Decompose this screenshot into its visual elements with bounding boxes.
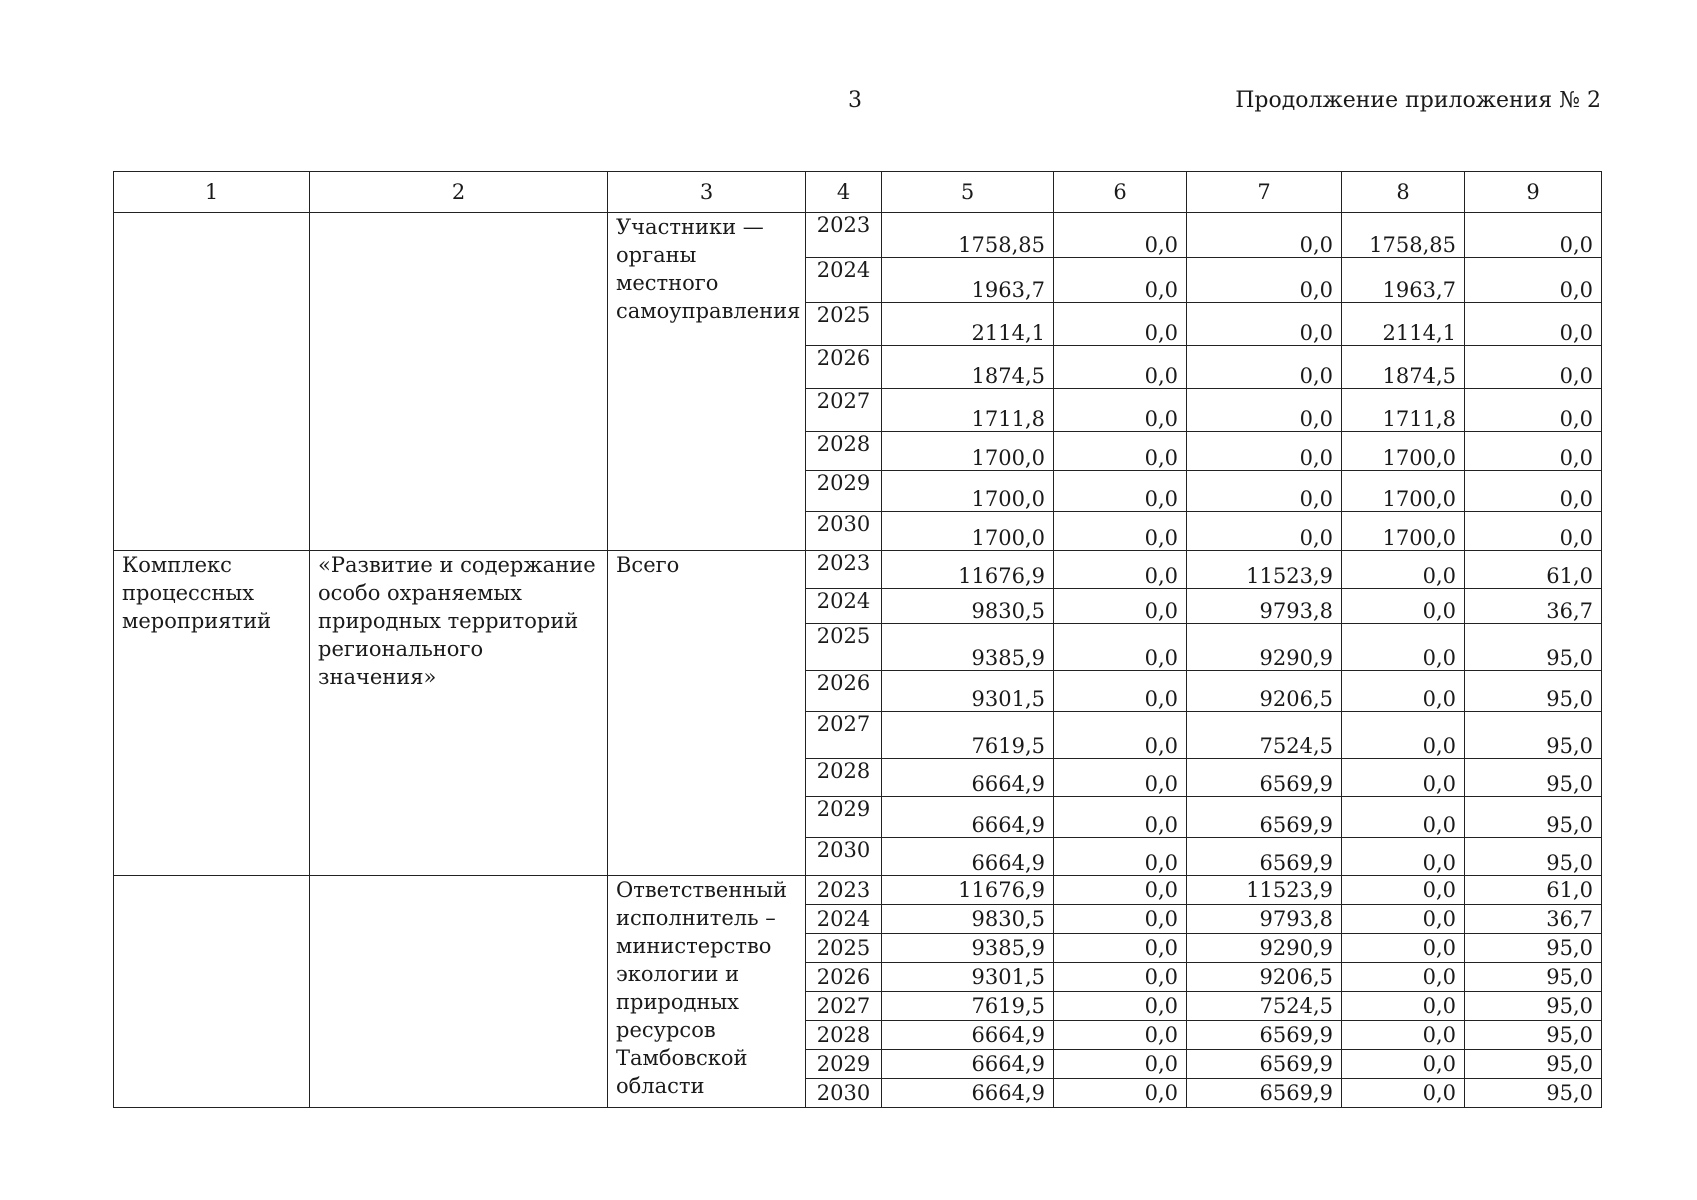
- row-group-title: «Развитие и содержание особо охраняемых природных территорий регионального значения»: [310, 551, 608, 876]
- amount-cell: 1711,8: [882, 389, 1054, 432]
- amount-cell: 6664,9: [882, 1021, 1054, 1050]
- table-row: [114, 213, 1602, 258]
- amount-cell: 0,0: [1465, 258, 1602, 303]
- amount-cell: 1700,0: [1342, 471, 1465, 512]
- amount-cell: 9301,5: [882, 963, 1054, 992]
- amount-cell: 0,0: [1187, 512, 1342, 551]
- amount-cell: 0,0: [1054, 303, 1187, 346]
- year-cell: 2030: [806, 512, 882, 551]
- amount-cell: 9793,8: [1187, 589, 1342, 624]
- year-cell: 2023: [806, 876, 882, 905]
- column-number: 4: [806, 172, 882, 213]
- amount-cell: 0,0: [1054, 432, 1187, 471]
- year-cell: 2026: [806, 671, 882, 712]
- amount-cell: 6569,9: [1187, 1079, 1342, 1108]
- amount-cell: 95,0: [1465, 759, 1602, 797]
- amount-cell: 1711,8: [1342, 389, 1465, 432]
- year-cell: 2023: [806, 551, 882, 589]
- year-cell: 2029: [806, 797, 882, 838]
- amount-cell: 95,0: [1465, 712, 1602, 759]
- amount-cell: 0,0: [1187, 346, 1342, 389]
- amount-cell: 95,0: [1465, 963, 1602, 992]
- amount-cell: 0,0: [1342, 712, 1465, 759]
- year-cell: 2027: [806, 712, 882, 759]
- amount-cell: 9385,9: [882, 934, 1054, 963]
- amount-cell: 1758,85: [882, 213, 1054, 258]
- amount-cell: 0,0: [1054, 963, 1187, 992]
- amount-cell: 0,0: [1342, 671, 1465, 712]
- amount-cell: 11523,9: [1187, 876, 1342, 905]
- amount-cell: 0,0: [1465, 303, 1602, 346]
- amount-cell: 1700,0: [1342, 512, 1465, 551]
- amount-cell: 1700,0: [1342, 432, 1465, 471]
- amount-cell: 6664,9: [882, 1079, 1054, 1108]
- amount-cell: 36,7: [1465, 905, 1602, 934]
- amount-cell: 36,7: [1465, 589, 1602, 624]
- page-number: 3: [848, 88, 862, 113]
- amount-cell: 9830,5: [882, 589, 1054, 624]
- amount-cell: 7619,5: [882, 992, 1054, 1021]
- column-number: 9: [1465, 172, 1602, 213]
- row-group-source: Ответственный исполнитель – министерство экологии и природных ресурсов Тамбовской области: [608, 876, 806, 1108]
- amount-cell: 0,0: [1342, 876, 1465, 905]
- year-cell: 2030: [806, 1079, 882, 1108]
- appendix-continuation-note: Продолжение приложения № 2: [1235, 88, 1601, 113]
- amount-cell: 0,0: [1054, 838, 1187, 876]
- amount-cell: 0,0: [1054, 551, 1187, 589]
- amount-cell: 9290,9: [1187, 934, 1342, 963]
- year-cell: 2026: [806, 963, 882, 992]
- column-number: 6: [1054, 172, 1187, 213]
- row-group-type: [114, 876, 310, 1108]
- year-cell: 2029: [806, 471, 882, 512]
- row-group-type: [114, 213, 310, 551]
- amount-cell: 95,0: [1465, 1050, 1602, 1079]
- amount-cell: 0,0: [1187, 389, 1342, 432]
- year-cell: 2024: [806, 905, 882, 934]
- amount-cell: 0,0: [1342, 905, 1465, 934]
- amount-cell: 6664,9: [882, 1050, 1054, 1079]
- amount-cell: 0,0: [1342, 1021, 1465, 1050]
- amount-cell: 9793,8: [1187, 905, 1342, 934]
- amount-cell: 9301,5: [882, 671, 1054, 712]
- year-cell: 2024: [806, 589, 882, 624]
- amount-cell: 95,0: [1465, 992, 1602, 1021]
- table-row: [114, 551, 1602, 589]
- amount-cell: 95,0: [1465, 838, 1602, 876]
- amount-cell: 6569,9: [1187, 1021, 1342, 1050]
- amount-cell: 0,0: [1342, 551, 1465, 589]
- year-cell: 2029: [806, 1050, 882, 1079]
- amount-cell: 9206,5: [1187, 963, 1342, 992]
- amount-cell: 0,0: [1054, 346, 1187, 389]
- amount-cell: 11676,9: [882, 876, 1054, 905]
- amount-cell: 0,0: [1465, 346, 1602, 389]
- amount-cell: 9206,5: [1187, 671, 1342, 712]
- row-group-source: Участники — органы местного самоуправления: [608, 213, 806, 551]
- year-cell: 2025: [806, 303, 882, 346]
- amount-cell: 0,0: [1342, 838, 1465, 876]
- column-number: 7: [1187, 172, 1342, 213]
- year-cell: 2028: [806, 432, 882, 471]
- amount-cell: 95,0: [1465, 934, 1602, 963]
- amount-cell: 1700,0: [882, 512, 1054, 551]
- budget-table: [113, 171, 1602, 1108]
- amount-cell: 2114,1: [882, 303, 1054, 346]
- amount-cell: 0,0: [1054, 905, 1187, 934]
- column-number: 5: [882, 172, 1054, 213]
- row-group-source: Всего: [608, 551, 806, 876]
- year-cell: 2028: [806, 1021, 882, 1050]
- column-number: 1: [114, 172, 310, 213]
- amount-cell: 95,0: [1465, 1079, 1602, 1108]
- amount-cell: 0,0: [1054, 624, 1187, 671]
- column-number: 2: [310, 172, 608, 213]
- column-number: 3: [608, 172, 806, 213]
- amount-cell: 0,0: [1465, 512, 1602, 551]
- amount-cell: 0,0: [1054, 992, 1187, 1021]
- amount-cell: 6569,9: [1187, 797, 1342, 838]
- amount-cell: 1874,5: [1342, 346, 1465, 389]
- amount-cell: 0,0: [1187, 213, 1342, 258]
- amount-cell: 0,0: [1187, 432, 1342, 471]
- amount-cell: 61,0: [1465, 876, 1602, 905]
- amount-cell: 6569,9: [1187, 759, 1342, 797]
- amount-cell: 0,0: [1054, 1021, 1187, 1050]
- amount-cell: 0,0: [1054, 213, 1187, 258]
- amount-cell: 0,0: [1054, 671, 1187, 712]
- amount-cell: 0,0: [1054, 471, 1187, 512]
- amount-cell: 9830,5: [882, 905, 1054, 934]
- amount-cell: 0,0: [1054, 589, 1187, 624]
- amount-cell: 95,0: [1465, 624, 1602, 671]
- amount-cell: 0,0: [1187, 303, 1342, 346]
- year-cell: 2028: [806, 759, 882, 797]
- amount-cell: 0,0: [1054, 389, 1187, 432]
- row-group-title: [310, 213, 608, 551]
- amount-cell: 0,0: [1187, 258, 1342, 303]
- amount-cell: 0,0: [1465, 432, 1602, 471]
- amount-cell: 6664,9: [882, 838, 1054, 876]
- amount-cell: 0,0: [1054, 797, 1187, 838]
- amount-cell: 0,0: [1054, 512, 1187, 551]
- amount-cell: 0,0: [1342, 1050, 1465, 1079]
- amount-cell: 0,0: [1342, 797, 1465, 838]
- amount-cell: 0,0: [1342, 934, 1465, 963]
- amount-cell: 0,0: [1054, 759, 1187, 797]
- amount-cell: 95,0: [1465, 797, 1602, 838]
- amount-cell: 0,0: [1054, 876, 1187, 905]
- amount-cell: 0,0: [1342, 589, 1465, 624]
- amount-cell: 1963,7: [882, 258, 1054, 303]
- row-group-type: Комплекс процессных мероприятий: [114, 551, 310, 876]
- year-cell: 2027: [806, 389, 882, 432]
- amount-cell: 1700,0: [882, 432, 1054, 471]
- amount-cell: 0,0: [1342, 759, 1465, 797]
- amount-cell: 7619,5: [882, 712, 1054, 759]
- year-cell: 2025: [806, 934, 882, 963]
- amount-cell: 1963,7: [1342, 258, 1465, 303]
- year-cell: 2023: [806, 213, 882, 258]
- amount-cell: 6664,9: [882, 759, 1054, 797]
- amount-cell: 6569,9: [1187, 1050, 1342, 1079]
- amount-cell: 2114,1: [1342, 303, 1465, 346]
- year-cell: 2030: [806, 838, 882, 876]
- amount-cell: 0,0: [1342, 1079, 1465, 1108]
- amount-cell: 0,0: [1054, 934, 1187, 963]
- year-cell: 2026: [806, 346, 882, 389]
- amount-cell: 0,0: [1342, 624, 1465, 671]
- amount-cell: 0,0: [1342, 992, 1465, 1021]
- amount-cell: 9290,9: [1187, 624, 1342, 671]
- amount-cell: 1700,0: [882, 471, 1054, 512]
- amount-cell: 9385,9: [882, 624, 1054, 671]
- amount-cell: 0,0: [1054, 258, 1187, 303]
- year-cell: 2024: [806, 258, 882, 303]
- amount-cell: 6664,9: [882, 797, 1054, 838]
- amount-cell: 0,0: [1465, 389, 1602, 432]
- amount-cell: 1874,5: [882, 346, 1054, 389]
- column-number: 8: [1342, 172, 1465, 213]
- amount-cell: 0,0: [1187, 471, 1342, 512]
- amount-cell: 11523,9: [1187, 551, 1342, 589]
- column-number-row: [114, 172, 1602, 213]
- row-group-title: [310, 876, 608, 1108]
- amount-cell: 95,0: [1465, 1021, 1602, 1050]
- amount-cell: 0,0: [1054, 1050, 1187, 1079]
- table-row: [114, 876, 1602, 905]
- amount-cell: 7524,5: [1187, 992, 1342, 1021]
- amount-cell: 0,0: [1342, 963, 1465, 992]
- amount-cell: 61,0: [1465, 551, 1602, 589]
- amount-cell: 0,0: [1465, 471, 1602, 512]
- year-cell: 2027: [806, 992, 882, 1021]
- amount-cell: 95,0: [1465, 671, 1602, 712]
- amount-cell: 1758,85: [1342, 213, 1465, 258]
- amount-cell: 0,0: [1054, 712, 1187, 759]
- amount-cell: 7524,5: [1187, 712, 1342, 759]
- year-cell: 2025: [806, 624, 882, 671]
- amount-cell: 0,0: [1465, 213, 1602, 258]
- table-body: [114, 213, 1602, 1108]
- amount-cell: 0,0: [1054, 1079, 1187, 1108]
- amount-cell: 6569,9: [1187, 838, 1342, 876]
- amount-cell: 11676,9: [882, 551, 1054, 589]
